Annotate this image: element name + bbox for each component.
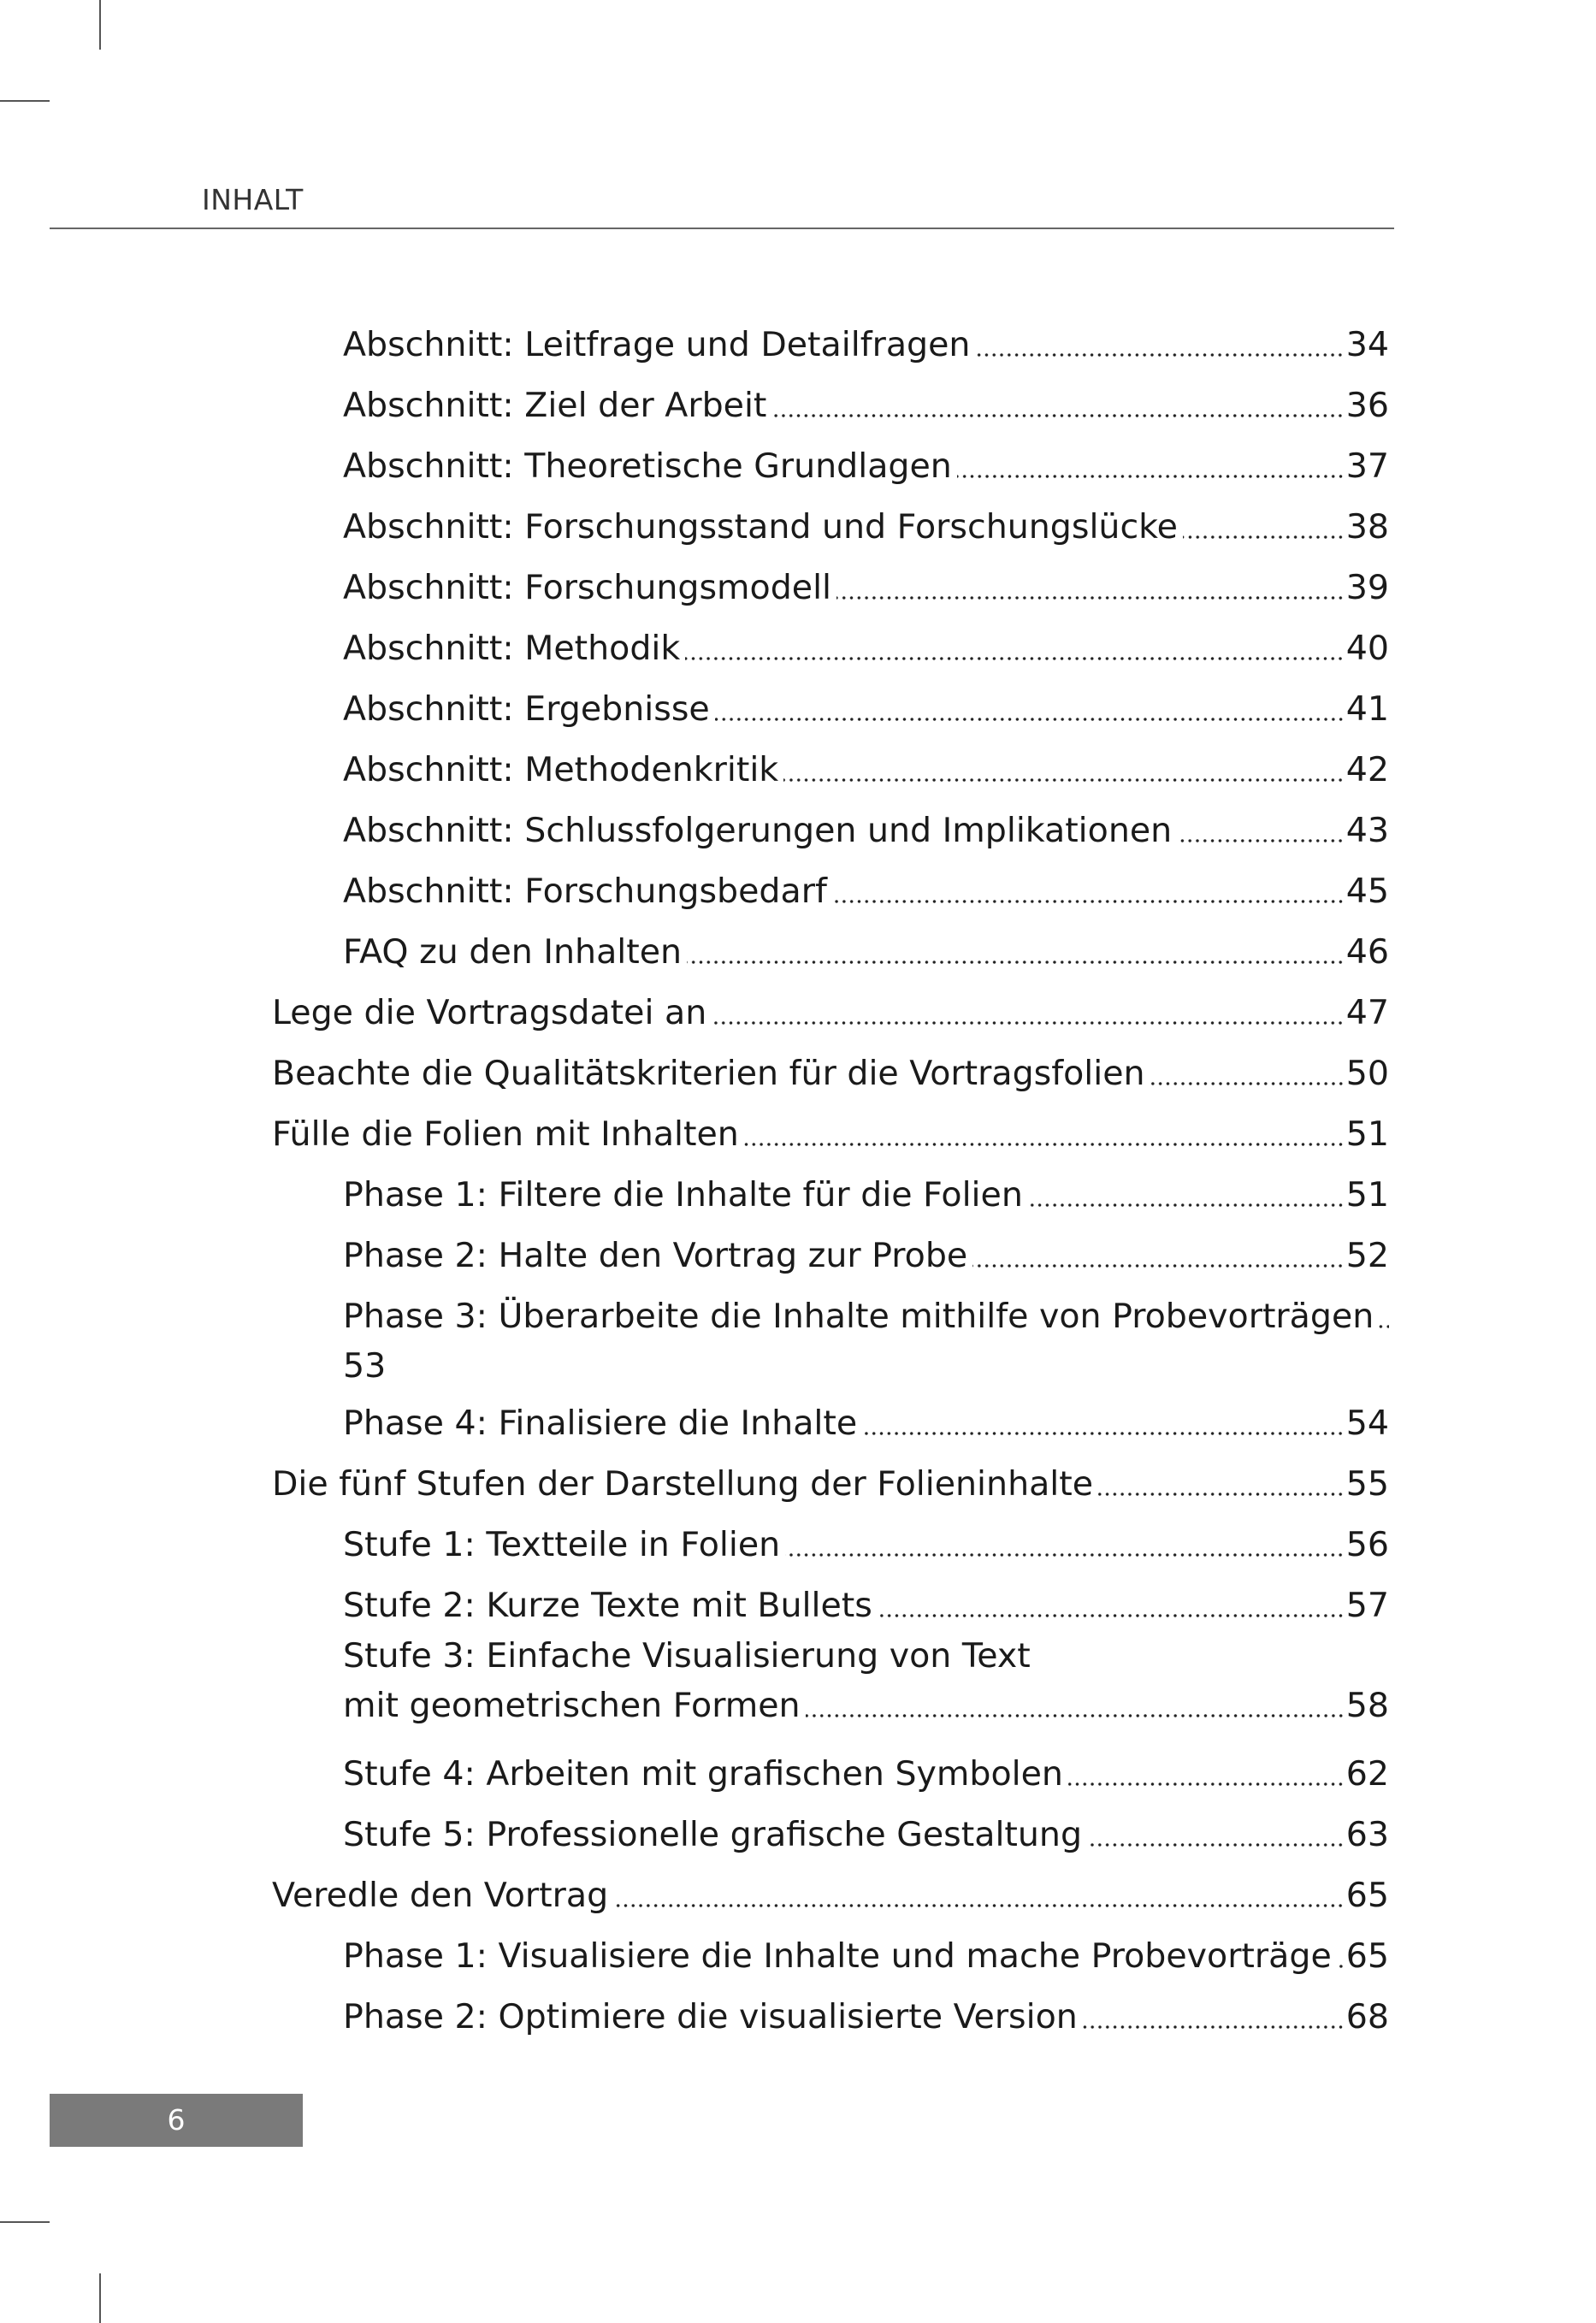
toc-entry[interactable] (272, 1871, 1389, 1920)
toc-entry-page: 45 (1345, 872, 1389, 911)
dot-leader (806, 1711, 1345, 1721)
toc-entry[interactable] (343, 1520, 1389, 1569)
toc-entry-label: Abschnitt: Ergebnisse (343, 689, 710, 729)
dot-leader (1068, 1779, 1345, 1789)
toc-entry-label: Stufe 2: Kurze Texte mit Bullets (343, 1586, 872, 1625)
toc-entry[interactable] (343, 1631, 1389, 1730)
toc-entry-page: 36 (1345, 386, 1389, 425)
dot-leader (783, 775, 1345, 785)
toc-entry-page: 40 (1345, 629, 1389, 668)
toc-entry-label: Abschnitt: Theoretische Grundlagen (343, 446, 952, 486)
dot-leader (744, 1139, 1345, 1150)
toc-entry-label: Stufe 4: Arbeiten mit grafischen Symbolen (343, 1754, 1063, 1794)
header-rule (50, 228, 1394, 229)
dot-leader (1028, 1200, 1345, 1210)
toc-entry[interactable] (343, 624, 1389, 673)
dot-leader (878, 1611, 1345, 1621)
toc-entry-label: Stufe 1: Textteile in Folien (343, 1525, 781, 1564)
toc-entry-label: Phase 1: Filtere die Inhalte für die Folien (343, 1175, 1023, 1215)
running-head: INHALT (202, 183, 304, 216)
toc-entry-page: 47 (1345, 993, 1389, 1032)
toc-entry-label: FAQ zu den Inhalten (343, 932, 683, 972)
toc-entry-page: 34 (1345, 325, 1389, 364)
toc-entry[interactable] (343, 1170, 1389, 1220)
toc-entry-label: Abschnitt: Methodik (343, 629, 681, 668)
dot-leader (975, 350, 1344, 360)
toc-entry-label: Phase 3: Überarbeite die Inhalte mithilfe von Probevorträgen (343, 1297, 1374, 1336)
toc-entry-page: 51 (1345, 1114, 1389, 1154)
toc-entry[interactable] (343, 1749, 1389, 1799)
dot-leader (836, 593, 1345, 603)
toc-entry-label: Stufe 3: Einfache Visualisierung von Text (343, 1636, 1031, 1676)
toc-entry-label: Lege die Vortragsdatei an (272, 993, 707, 1032)
toc-entry-page: 57 (1345, 1586, 1389, 1625)
crop-mark-bottom-vertical (99, 2273, 101, 2323)
toc-entry-page: 50 (1345, 1054, 1389, 1093)
dot-leader (862, 1428, 1345, 1439)
toc-entry[interactable] (343, 927, 1389, 977)
toc-entry[interactable] (343, 1931, 1389, 1981)
toc-entry[interactable] (272, 988, 1389, 1037)
toc-entry[interactable] (272, 1049, 1389, 1098)
toc-entry-label: Abschnitt: Leitfrage und Detailfragen (343, 325, 971, 364)
toc-entry-page: 38 (1345, 507, 1389, 547)
toc-entry-page: 46 (1345, 932, 1389, 972)
dot-leader (972, 1261, 1345, 1271)
toc-entry[interactable] (343, 806, 1389, 855)
toc-entry[interactable] (272, 1459, 1389, 1509)
dot-leader (685, 653, 1344, 664)
dot-leader (1087, 1840, 1345, 1850)
toc-entry-label: Veredle den Vortrag (272, 1876, 609, 1915)
toc-entry[interactable] (343, 1398, 1389, 1448)
toc-entry-page: 65 (1345, 1936, 1389, 1976)
toc-entry[interactable] (343, 381, 1389, 430)
toc-entry-label: Abschnitt: Schlussfolgerungen und Implikationen (343, 811, 1173, 850)
dot-leader (712, 1018, 1344, 1028)
toc-entry-page: 58 (1345, 1686, 1389, 1725)
toc-entry-label: Beachte die Qualitätskriterien für die Vortragsfolien (272, 1054, 1145, 1093)
dot-leader (613, 1900, 1345, 1911)
page-number: 6 (50, 2094, 303, 2147)
dot-leader (957, 471, 1345, 482)
toc-entry-page: 65 (1345, 1876, 1389, 1915)
toc-entry[interactable] (343, 1810, 1389, 1859)
toc-entry[interactable] (343, 441, 1389, 491)
toc-entry-page: 56 (1345, 1525, 1389, 1564)
toc-entry-page: 63 (1345, 1815, 1389, 1854)
toc-entry-label: Abschnitt: Methodenkritik (343, 750, 779, 789)
toc-entry-page: 37 (1345, 446, 1389, 486)
toc-entry[interactable] (343, 320, 1389, 369)
dot-leader (1377, 1321, 1389, 1332)
toc-entry-label: Abschnitt: Forschungsmodell (343, 568, 832, 607)
toc-entry-page: 39 (1345, 568, 1389, 607)
toc-entry[interactable] (343, 1992, 1389, 2042)
toc-entry[interactable] (343, 866, 1389, 916)
toc-entry-page: 55 (1345, 1464, 1389, 1504)
toc-entry-page: 53 (343, 1346, 387, 1386)
toc-entry-page: 42 (1345, 750, 1389, 789)
toc-entry-page: 51 (1345, 1175, 1389, 1215)
dot-leader (1337, 1961, 1345, 1971)
toc-entry-label: Fülle die Folien mit Inhalten (272, 1114, 739, 1154)
dot-leader (1083, 2022, 1345, 2032)
dot-leader (832, 896, 1345, 907)
toc-entry[interactable] (272, 1109, 1389, 1159)
toc-entry-label: Abschnitt: Forschungsbedarf (343, 872, 827, 911)
toc-entry[interactable] (343, 1292, 1389, 1391)
dot-leader (785, 1550, 1345, 1560)
toc-entry-label: Phase 2: Halte den Vortrag zur Probe (343, 1236, 968, 1275)
toc-entry-label: Phase 1: Visualisiere die Inhalte und mache Probevorträge (343, 1936, 1332, 1976)
dot-leader (1150, 1079, 1345, 1089)
dot-leader (687, 957, 1345, 967)
toc-entry-label: Abschnitt: Ziel der Arbeit (343, 386, 767, 425)
toc-entry[interactable] (343, 1581, 1389, 1630)
toc-entry-page: 41 (1345, 689, 1389, 729)
dot-leader (1177, 836, 1345, 846)
toc-entry-page: 43 (1345, 811, 1389, 850)
toc-entry-page: 52 (1345, 1236, 1389, 1275)
toc-entry-page: 68 (1345, 1997, 1389, 2036)
crop-mark-top-horizontal (0, 100, 50, 102)
toc-entry-label: Stufe 5: Professionelle grafische Gestaltung (343, 1815, 1083, 1854)
toc-entry-label: Phase 4: Finalisiere die Inhalte (343, 1404, 858, 1443)
toc-entry-label: Phase 2: Optimiere die visualisierte Version (343, 1997, 1078, 2036)
crop-mark-bottom-horizontal (0, 2221, 50, 2223)
toc-entry[interactable] (343, 1231, 1389, 1280)
toc-entry-page: 62 (1345, 1754, 1389, 1794)
dot-leader (1098, 1489, 1345, 1499)
toc-entry-page: 54 (1345, 1404, 1389, 1443)
toc-entry[interactable] (343, 684, 1389, 734)
toc-entry[interactable] (343, 745, 1389, 795)
toc-entry-label-continued: mit geometrischen Formen (343, 1686, 801, 1725)
toc-entry[interactable] (343, 502, 1389, 552)
crop-mark-top-vertical (99, 0, 101, 50)
toc-entry[interactable] (343, 563, 1389, 612)
dot-leader (715, 714, 1345, 724)
dot-leader (1183, 532, 1345, 542)
dot-leader (771, 411, 1344, 421)
toc-entry-label: Abschnitt: Forschungsstand und Forschungslücke (343, 507, 1178, 547)
toc-entry-label: Die fünf Stufen der Darstellung der Folieninhalte (272, 1464, 1094, 1504)
